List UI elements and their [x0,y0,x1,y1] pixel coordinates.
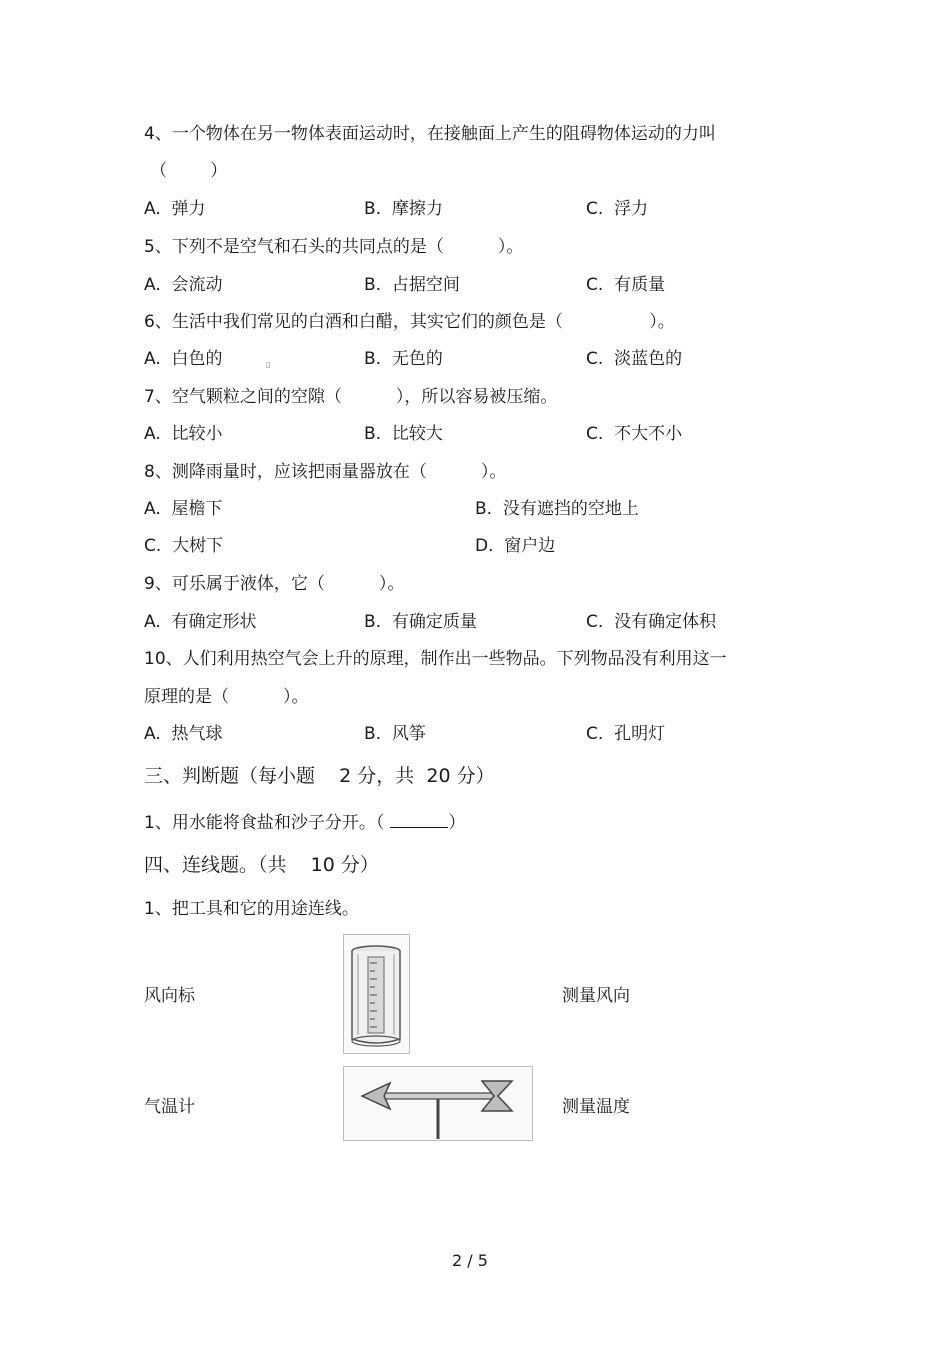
q10-option-c: C. 孔明灯 [586,724,666,744]
q5-option-c: C. 有质量 [586,275,666,295]
answer-blank[interactable] [390,811,448,828]
q7-stem: 7、空气颗粒之间的空隙（ ），所以容易被压缩。 [144,387,558,407]
q6-option-c: C. 淡蓝色的 [586,349,683,369]
match-left-1: 风向标 [144,986,195,1006]
q8-option-b: B. 没有遮挡的空地上 [475,499,639,519]
q6-option-b: B. 无色的 [364,349,443,369]
match-right-1: 测量风向 [562,986,630,1006]
match-right-2: 测量温度 [562,1097,630,1117]
wind-vane-icon [343,1066,533,1141]
q8-stem: 8、测降雨量时，应该把雨量器放在（ ）。 [144,462,507,482]
match-left-2: 气温计 [144,1097,195,1117]
section3-q1-close: ） [448,813,466,833]
q7-option-b: B. 比较大 [364,424,443,444]
section3-q1-text: 1、用水能将食盐和沙子分开。（ [144,813,385,833]
q6-option-a: A. 白色的 [144,349,223,369]
q9-option-a: A. 有确定形状 [144,612,257,632]
q5-option-a: A. 会流动 [144,275,223,295]
rain-gauge-icon [343,934,410,1054]
q5-option-b: B. 占据空间 [364,275,460,295]
q9-option-c: C. 没有确定体积 [586,612,717,632]
q6-stem: 6、生活中我们常见的白酒和白醋，其实它们的颜色是（ ）。 [144,312,675,332]
q6-stray-glyph: ▯ [266,360,271,369]
section4-heading: 四、连线题。（共 10 分） [144,854,379,876]
q10-stem-line1: 10、人们利用热空气会上升的原理，制作出一些物品。下列物品没有利用这一 [144,649,727,669]
q4-stem-line2: （ ） [150,161,228,181]
page-indicator: 2 / 5 [452,1251,488,1270]
q4-option-a: A. 弹力 [144,199,206,219]
q7-option-c: C. 不大不小 [586,424,683,444]
section3-q1 [144,811,465,834]
q4-option-c: C. 浮力 [586,199,649,219]
q8-option-d: D. 窗户边 [475,536,556,556]
q9-stem: 9、可乐属于液体，它（ ）。 [144,574,405,594]
q10-option-a: A. 热气球 [144,724,223,744]
q4-option-b: B. 摩擦力 [364,199,443,219]
q8-option-c: C. 大树下 [144,536,224,556]
q8-option-a: A. 屋檐下 [144,499,223,519]
section3-heading: 三、判断题（每小题 2 分，共 20 分） [144,765,495,787]
q7-option-a: A. 比较小 [144,424,223,444]
q10-option-b: B. 风筝 [364,724,426,744]
q4-stem-line1: 4、一个物体在另一物体表面运动时，在接触面上产生的阻碍物体运动的力叫 [144,124,716,144]
q9-option-b: B. 有确定质量 [364,612,477,632]
section4-q1-text: 1、把工具和它的用途连线。 [144,899,359,919]
q10-stem-line2: 原理的是（ ）。 [144,687,309,707]
q5-stem: 5、下列不是空气和石头的共同点的是（ ）。 [144,237,524,257]
